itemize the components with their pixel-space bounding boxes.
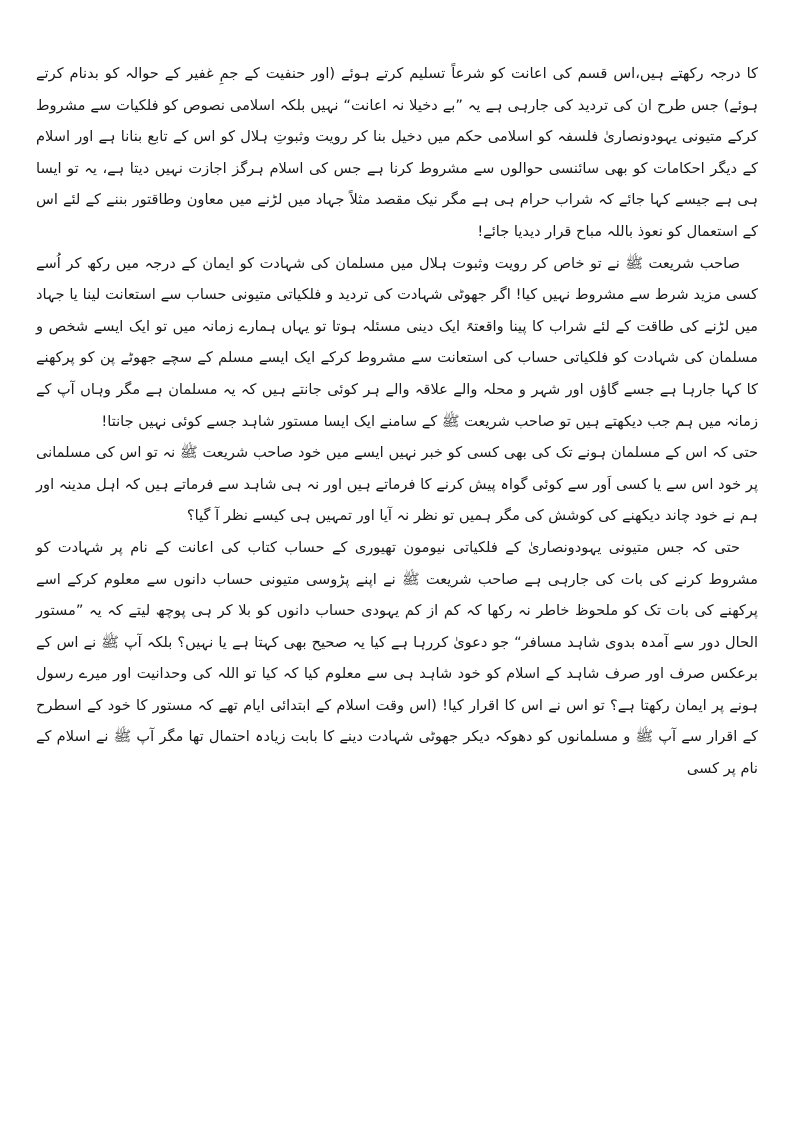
paragraph-2: صاحب شریعت ﷺ نے تو خاص کر رویت وثبوت ہلال میں مسلمان کی شہادت کو ایمان کے درجہ میں رکھ کر اُسے کسی مزید شرط سے مشروط نہیں کیا! اگر جھوٹی شہادت کی تردید و فلکیاتی متیونی حساب سے استعانت لینا یا جہاد میں لڑنے کی طاقت کے لئے شراب کا پینا واقعتہً ایک دینی مسئلہ ہوتا تو یہاں ہمارے زمانہ میں تو ایک ایسے شخص و مسلمان کی شہادت کو فلکیاتی حساب کی استعانت سے مشروط کرکے ایک ایسے مسلم کے سچے جھوٹے پن کو پرکھنے کا کہا جارہا ہے جسے گاؤں اور شہر و محلہ والے علاقہ والے ہر کوئی جانتے ہیں کہ یہ مسلمان ہے مگر وہاں آپ کے زمانہ میں ہم جب دیکھتے ہیں تو صاحب شریعت ﷺ کے سامنے ایک ایسا مستور شاہد جسے کوئی نہیں جانتا!	[36, 254, 758, 430]
paragraph-4: حتی کہ جس متیونی یہودونصاریٰ کے فلکیاتی نیومون تھیوری کے حساب کتاب کی اعانت کے نام پر شہادت کو مشروط کرنے کی بات کی جارہی ہے صاحب شریعت ﷺ نے اپنے پڑوسی متیونی حساب دانوں سے معلوم کرکے اسے پرکھنے کی بات تک کو ملحوظ خاطر نہ رکھا کہ کم از کم یہودی حساب دانوں کو بلا کر ہی پوچھ لیتے کہ یہ ”مستور الحال دور سے آمدہ بدوی شاہد مسافر“ جو دعویٰ کررہا ہے کیا یہ صحیح بھی کہتا ہے یا نہیں؟ بلکہ آپ ﷺ نے اس کے برعکس صرف اور صرف شاہد کے اسلام کو خود شاہد ہی سے معلوم کیا کہ کیا تو اللہ کی وحدانیت اور میرے رسول ہونے پر ایمان رکھتا ہے؟ تو اس نے اس کا اقرار کیا! (اس وقت اسلام کے ابتدائی ایام تھے کہ مستور کا خود کے اسطرح کے اقرار سے آپ ﷺ و مسلمانوں کو دھوکہ دیکر جھوٹی شہادت دینے کا بابت زیادہ احتمال تھا مگر آپ ﷺ نے اسلام کے نام پر کسی	[36, 538, 758, 778]
paragraph-1: کا درجہ رکھتے ہیں،اس قسم کی اعانت کو شرعاً تسلیم کرتے ہوئے (اور حنفیت کے جمِ غفیر کے حوالہ کو بدنام کرتے ہوئے) جس طرح ان کی تردید کی جارہی ہے یہ ”بے دخیلا نہ اعانت“ نہیں بلکہ اسلامی نصوص کو فلکیات سے مشروط کرکے متیونی یہودونصاریٰ فلسفہ کو اسلامی حکم میں دخیل بنا کر رویت وثبوتِ ہلال کو اس کے تابع بنانا ہے اور اسلام کے دیگر احکامات کو بھی سائنسی حوالوں سے مشروط کرنا ہے جس کی اسلام ہرگز اجازت نہیں دیتا ہے، یہ تو ایسا ہی ہے جیسے کہا جائے کہ شراب حرام ہی ہے مگر نیک مقصد مثلاً جہاد میں لڑنے میں معاون وطاقتور بننے کے لئے اس کے استعمال کو نعوذ باللہ مباح قرار دیدیا جائے!	[36, 65, 758, 240]
paragraph-3: حتی کہ اس کے مسلمان ہونے تک کی بھی کسی کو خبر نہیں ایسے میں خود صاحب شریعت ﷺ نہ تو اس کی مسلمانی پر خود اس سے یا کسی اَور سے کوئی گواہ پیش کرنے کا فرماتے ہیں اور نہ ہی شاہد سے فرماتے ہیں کہ اہل مدینہ اور ہم نے خود چاند دیکھنے کی کوشش کی مگر ہمیں تو نظر نہ آیا اور تمہیں ہی کیسے نظر آ گیا؟	[36, 444, 758, 525]
body-text	[36, 58, 758, 785]
